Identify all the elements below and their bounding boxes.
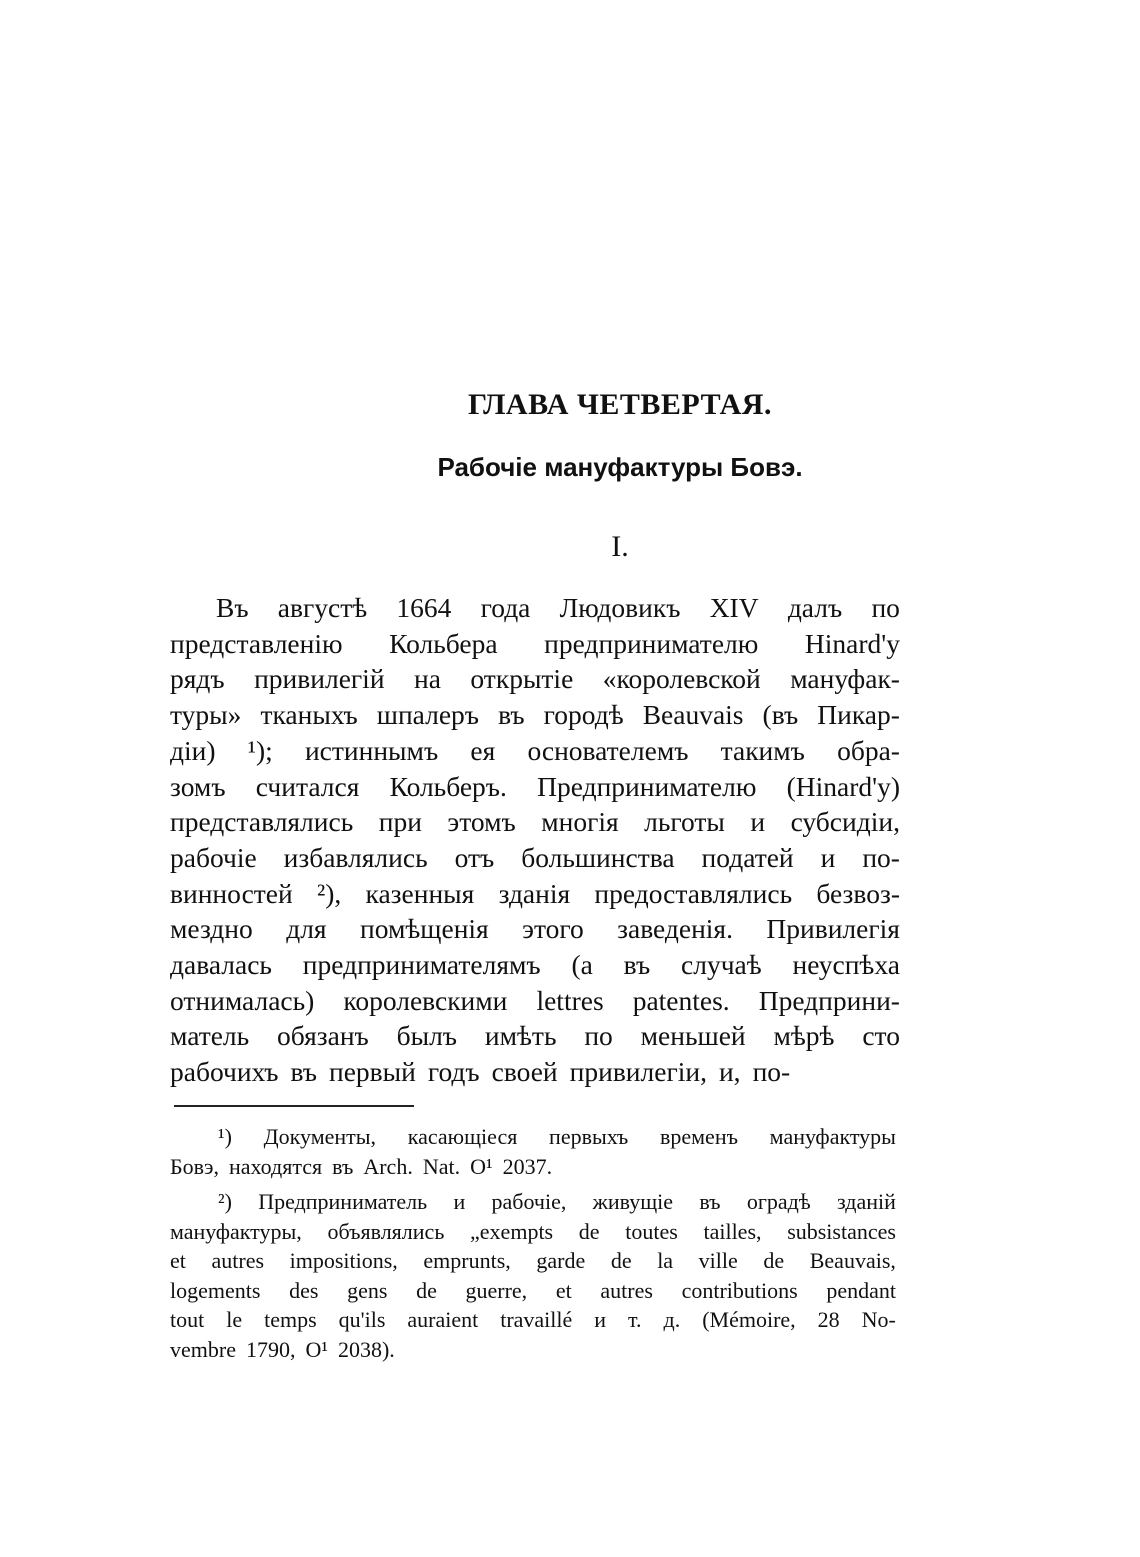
paragraph-line: давалась предпринимателямъ (а въ случаѣ неуспѣха — [170, 949, 900, 981]
paragraph-line: зомъ считался Кольберъ. Предпринимателю (Hinard'у) — [170, 770, 900, 802]
paragraph-line: матель обязанъ былъ имѣть по меньшей мѣрѣ сто — [170, 1020, 900, 1052]
paragraph-line: рядъ привилегій на открытіе «королевской мануфак- — [170, 663, 900, 695]
paragraph-line: винностей ²), казенныя зданія предоставлялись безвоз- — [170, 877, 900, 909]
section-number: I. — [611, 530, 629, 563]
paragraph-line: туры» тканыхъ шпалеръ въ городѣ Beauvais (въ Пикар- — [170, 699, 900, 731]
footnote-line: et autres impositions, emprunts, garde de la ville de Beauvais, — [170, 1248, 896, 1273]
paragraph-line: представлялись при этомъ многія льготы и субсидіи, — [170, 806, 900, 838]
paragraph-line: діи) ¹); истиннымъ ея основателемъ такимъ обра- — [170, 734, 900, 766]
paragraph-line: рабочіе избавлялись отъ большинства податей и по- — [170, 841, 900, 873]
footnote-line: ¹) Документы, касающіеся первыхъ временъ мануфактуры — [218, 1124, 896, 1149]
footnote-line: ²) Предприниматель и рабочіе, живущіе въ оградѣ зданій — [218, 1189, 896, 1214]
footnote-line: tout le temps qu'ils auraient travaillé и т. д. (Mémoire, 28 No- — [170, 1307, 896, 1332]
footnote-line: мануфактуры, объявлялись „exempts de toutes tailles, subsistances — [170, 1218, 896, 1244]
paragraph-line: рабочихъ въ первый годъ своей привилегіи, и, по- — [170, 1056, 791, 1088]
paragraph-line: представленію Кольбера предпринимателю Hinard'у — [170, 627, 900, 659]
main-text — [170, 590, 900, 1090]
chapter-subtitle: Рабочіе мануфактуры Бовэ. — [437, 452, 803, 482]
chapter-title: ГЛАВА ЧЕТВЕРТАЯ. — [468, 388, 772, 421]
paragraph-line: мездно для помѣщенія этого заведенія. Привилегія — [170, 913, 900, 945]
footnote-line: logements des gens de guerre, et autres contributions pendant — [170, 1277, 896, 1303]
paragraph-line: отнималась) королевскими lettres patentes. Предприни- — [170, 984, 900, 1016]
footnote-2 — [170, 1187, 896, 1364]
footnote-divider — [174, 1105, 414, 1107]
footnote-line: Бовэ, находятся въ Arch. Nat. O¹ 2037. — [170, 1153, 553, 1179]
footnotes — [170, 1122, 896, 1370]
paragraph-line: Въ августѣ 1664 года Людовикъ XIV далъ по — [216, 592, 900, 623]
footnote-line: vembre 1790, O¹ 2038). — [170, 1336, 395, 1362]
footnote-1 — [170, 1122, 896, 1181]
